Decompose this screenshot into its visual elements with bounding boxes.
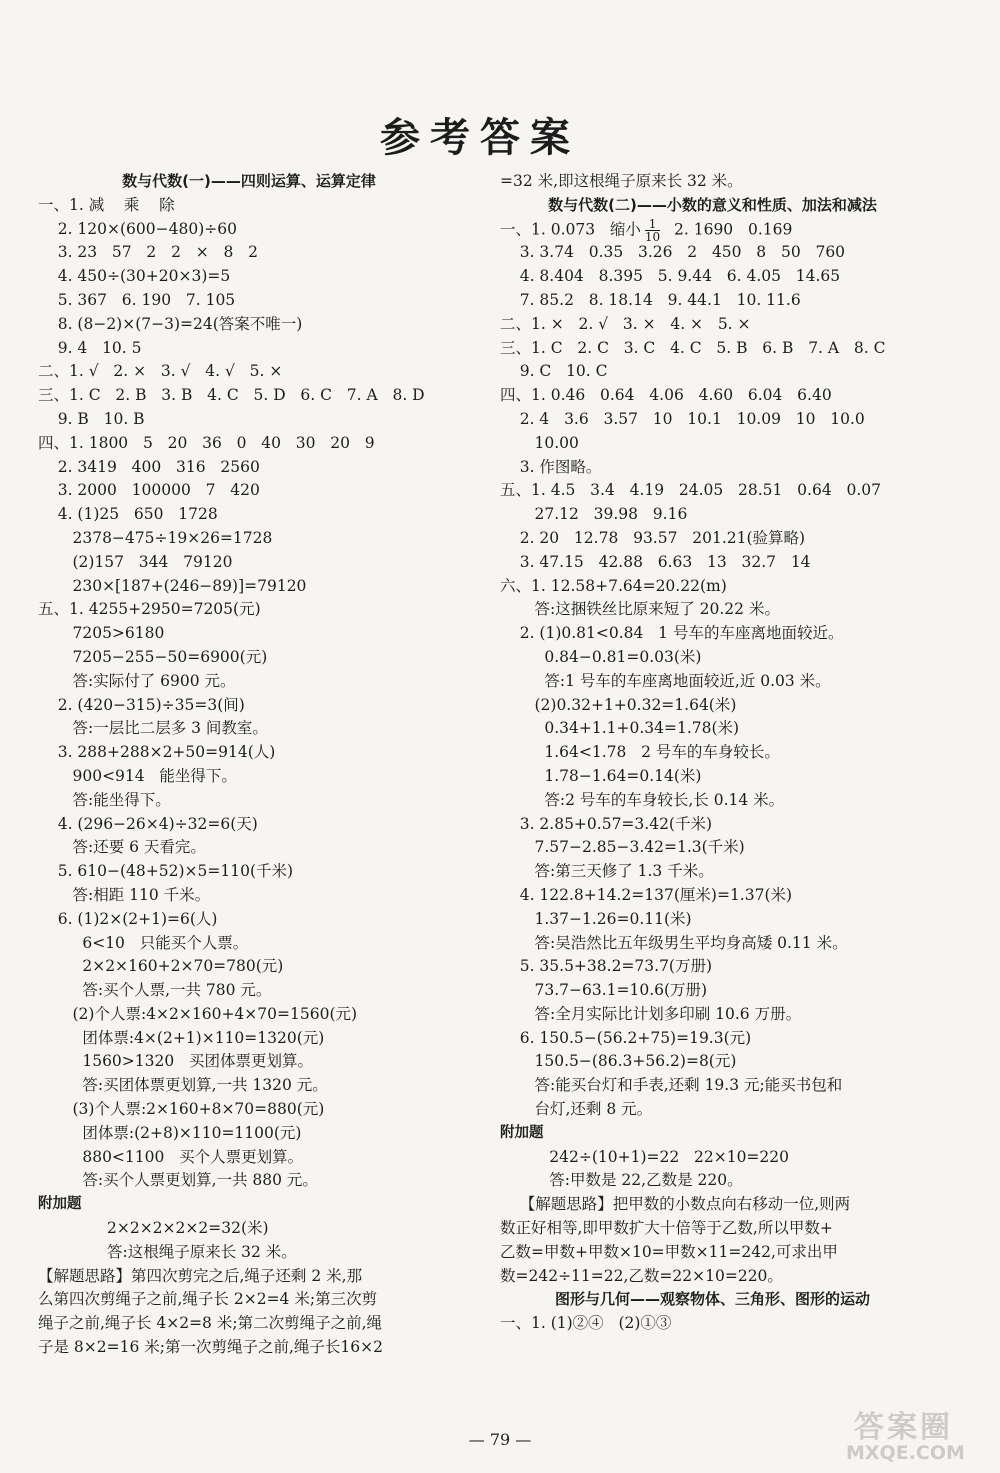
answer-text: 2. 4 3.6 3.57 10 10.1 10.09 10 10.0 xyxy=(500,409,865,428)
answer-text: 答:实际付了 6900 元。 xyxy=(38,671,236,690)
answer-text: 子是 8×2=16 米;第一次剪绳子之前,绳子长16×2 xyxy=(38,1338,383,1357)
answer-text: 6. 150.5−(56.2+75)=19.3(元) xyxy=(500,1028,752,1047)
answer-line xyxy=(500,456,925,480)
answer-line xyxy=(38,765,460,789)
watermark-logo-text: 答案圈 xyxy=(854,1410,953,1445)
answer-line xyxy=(500,503,925,527)
answer-text: 数与代数(二)——小数的意义和性质、加法和减法 xyxy=(548,195,877,214)
answer-text: 4. 450÷(30+20×3)=5 xyxy=(38,267,231,286)
section-heading xyxy=(500,194,925,218)
answer-text: 7205−255−50=6900(元) xyxy=(38,647,268,666)
answer-text: 9. C 10. C xyxy=(500,362,608,381)
answer-line xyxy=(38,694,460,718)
bonus-heading xyxy=(500,1122,925,1146)
answer-line xyxy=(38,860,460,884)
answer-text: 一、1. 0.073 缩小 xyxy=(500,220,641,239)
answer-line xyxy=(38,1288,460,1312)
answer-line xyxy=(500,265,925,289)
answer-text: 四、1. 1800 5 20 36 0 40 30 20 9 xyxy=(38,433,375,452)
answer-line xyxy=(38,789,460,813)
answer-line xyxy=(38,1336,460,1360)
page-number: — 79 — xyxy=(468,1430,532,1449)
answer-line xyxy=(38,1003,460,1027)
answer-line xyxy=(500,527,925,551)
answer-text: 答:能买台灯和手表,还剩 19.3 元;能买书包和 xyxy=(500,1076,843,1095)
answer-text: 四、1. 0.46 0.64 4.06 4.60 6.04 6.40 xyxy=(500,386,832,405)
answer-line xyxy=(500,860,925,884)
answer-line xyxy=(500,313,925,337)
answer-line xyxy=(500,1241,925,1265)
answer-text: 242÷(10+1)=22 22×10=220 xyxy=(500,1147,790,1166)
answer-line xyxy=(38,622,460,646)
answer-line xyxy=(38,1146,460,1170)
fraction-numerator: 1 xyxy=(645,218,660,231)
answer-line xyxy=(500,408,925,432)
answer-line xyxy=(38,194,460,218)
answer-text: 3. 2.85+0.57=3.42(千米) xyxy=(500,814,713,833)
answer-line xyxy=(500,955,925,979)
answer-line xyxy=(500,694,925,718)
answer-line xyxy=(38,979,460,1003)
answer-text: 3. 288+288×2+50=914(人) xyxy=(38,743,276,762)
answer-text: 数=242÷11=22,乙数=22×10=220。 xyxy=(500,1266,783,1285)
answer-line xyxy=(500,646,925,670)
answer-line xyxy=(38,408,460,432)
answer-line xyxy=(38,932,460,956)
answer-text: (2)157 344 79120 xyxy=(38,552,233,571)
answer-text: 3. 23 57 2 2 × 8 2 xyxy=(38,243,258,262)
answer-line xyxy=(500,1050,925,1074)
answer-line xyxy=(500,479,925,503)
answer-text: 五、1. 4255+2950=7205(元) xyxy=(38,600,261,619)
answer-text: 台灯,还剩 8 元。 xyxy=(500,1100,653,1119)
answer-line xyxy=(38,1027,460,1051)
answer-text: 答:能坐得下。 xyxy=(38,790,171,809)
answer-line xyxy=(38,741,460,765)
answer-text: 二、1. √ 2. × 3. √ 4. √ 5. × xyxy=(38,362,283,381)
answer-text: 9. 4 10. 5 xyxy=(38,338,142,357)
answer-text: 数与代数(一)——四则运算、运算定律 xyxy=(122,172,376,190)
answer-text: 6<10 只能买个人票。 xyxy=(38,933,249,952)
answer-text: (3)个人票:2×160+8×70=880(元) xyxy=(38,1100,325,1119)
answer-line xyxy=(500,908,925,932)
answer-line xyxy=(500,1169,925,1193)
answer-text: 答:买个人票更划算,一共 880 元。 xyxy=(38,1171,318,1190)
answer-text: 2. 120×(600−480)÷60 xyxy=(38,219,237,238)
answer-text: 团体票:4×(2+1)×110=1320(元) xyxy=(38,1028,325,1047)
answer-line xyxy=(500,1265,925,1289)
answer-text: 答:还要 6 天看完。 xyxy=(38,838,206,857)
answer-text: 三、1. C 2. C 3. C 4. C 5. B 6. B 7. A 8. C xyxy=(500,338,886,357)
answer-text: 答:甲数是 22,乙数是 220。 xyxy=(500,1171,743,1190)
answer-text: 230×[187+(246−89)]=79120 xyxy=(38,576,307,595)
answer-text: 73.7−63.1=10.6(万册) xyxy=(500,981,708,1000)
answer-line xyxy=(500,1003,925,1027)
answer-line xyxy=(500,670,925,694)
answer-line xyxy=(500,337,925,361)
answer-text: 团体票:(2+8)×110=1100(元) xyxy=(38,1123,302,1142)
answer-text: 1560>1320 买团体票更划算。 xyxy=(38,1052,314,1071)
answer-text: 3. 47.15 42.88 6.63 13 32.7 14 xyxy=(500,552,811,571)
answer-line xyxy=(500,241,925,265)
answer-text: 2×2×160+2×70=780(元) xyxy=(38,957,284,976)
answer-line xyxy=(500,765,925,789)
answer-text: 二、1. × 2. √ 3. × 4. × 5. × xyxy=(500,314,751,333)
answer-line xyxy=(38,598,460,622)
answer-text: 3. 3.74 0.35 3.26 2 450 8 50 760 xyxy=(500,243,846,262)
answer-line xyxy=(500,1146,925,1170)
answer-line xyxy=(500,622,925,646)
answer-line xyxy=(38,575,460,599)
answer-line xyxy=(500,551,925,575)
answer-text: 4. 122.8+14.2=137(厘米)=1.37(米) xyxy=(500,885,793,904)
answer-text: (2)0.32+1+0.32=1.64(米) xyxy=(500,695,737,714)
watermark-logo xyxy=(834,1400,994,1470)
answer-line xyxy=(500,741,925,765)
answer-text: 么第四次剪绳子之前,绳子长 2×2=4 米;第三次剪 xyxy=(38,1290,378,1309)
answer-text: 3. 2000 100000 7 420 xyxy=(38,481,260,500)
answer-line xyxy=(38,1217,460,1241)
answer-text: 5. 35.5+38.2=73.7(万册) xyxy=(500,957,713,976)
answer-text: 0.84−0.81=0.03(米) xyxy=(500,647,702,666)
answer-line xyxy=(38,503,460,527)
answer-text: 880<1100 买个人票更划算。 xyxy=(38,1147,304,1166)
answer-text: 2. (420−315)÷35=3(间) xyxy=(38,695,245,714)
answer-line xyxy=(38,241,460,265)
answer-line xyxy=(500,884,925,908)
answer-text: 1.64<1.78 2 号车的车身较长。 xyxy=(500,743,780,762)
page-title: 参考答案 xyxy=(380,115,580,161)
answer-text: 附加题 xyxy=(500,1124,544,1141)
answer-line xyxy=(38,1074,460,1098)
section-heading xyxy=(38,170,460,194)
answer-line xyxy=(500,1027,925,1051)
answer-line xyxy=(38,218,460,242)
answer-line xyxy=(38,1098,460,1122)
answer-line xyxy=(38,646,460,670)
answer-text: 5. 610−(48+52)×5=110(千米) xyxy=(38,862,294,881)
answer-line xyxy=(38,1122,460,1146)
answer-line xyxy=(500,1074,925,1098)
answer-text: 一、1. 减 乘 除 xyxy=(38,195,175,214)
answer-line xyxy=(38,836,460,860)
section-heading xyxy=(500,1288,925,1312)
answer-text: 答:1 号车的车座离地面较近,近 0.03 米。 xyxy=(500,671,831,690)
answer-line xyxy=(38,527,460,551)
answer-line xyxy=(500,1312,925,1336)
answer-text: 4. (1)25 650 1728 xyxy=(38,505,218,524)
answer-line xyxy=(38,551,460,575)
answer-line xyxy=(500,979,925,1003)
answer-text: 5. 367 6. 190 7. 105 xyxy=(38,290,236,309)
answer-text: 答:一层比二层多 3 间教室。 xyxy=(38,719,268,738)
answer-text: 答:吴浩然比五年级男生平均身高矮 0.11 米。 xyxy=(500,933,848,952)
answer-text: 2×2×2×2×2=32(米) xyxy=(38,1219,269,1238)
answer-line xyxy=(500,789,925,813)
answer-text: 答:这根绳子原来长 32 米。 xyxy=(38,1242,297,1261)
fraction-denominator: 10 xyxy=(644,229,661,244)
answer-line xyxy=(38,479,460,503)
answer-text: 0.34+1.1+0.34=1.78(米) xyxy=(500,719,740,738)
answer-text: 一、1. (1)②④ (2)①③ xyxy=(500,1314,672,1333)
answer-text: (2)个人票:4×2×160+4×70=1560(元) xyxy=(38,1004,358,1023)
answer-text: 绳子之前,绳子长 4×2=8 米;第二次剪绳子之前,绳 xyxy=(38,1314,382,1333)
answer-text: 900<914 能坐得下。 xyxy=(38,766,237,785)
answer-line xyxy=(500,170,925,194)
answer-line xyxy=(500,932,925,956)
answer-line xyxy=(38,337,460,361)
answer-text: 附加题 xyxy=(38,1196,82,1213)
answer-text: 【解题思路】把甲数的小数点向右移动一位,则两 xyxy=(500,1195,851,1214)
answer-line xyxy=(38,384,460,408)
answer-line xyxy=(38,313,460,337)
answer-text: 7. 85.2 8. 18.14 9. 44.1 10. 11.6 xyxy=(500,290,801,309)
answer-line xyxy=(38,813,460,837)
answer-text: 答:全月实际比计划多印刷 10.6 万册。 xyxy=(500,1004,802,1023)
answer-line xyxy=(38,1050,460,1074)
answer-line xyxy=(500,575,925,599)
answer-text: 答:买团体票更划算,一共 1320 元。 xyxy=(38,1076,328,1095)
answer-text: 7.57−2.85−3.42=1.3(千米) xyxy=(500,838,745,857)
answer-line xyxy=(500,813,925,837)
answer-text: 8. (8−2)×(7−3)=24(答案不唯一) xyxy=(38,314,303,333)
answer-text: 3. 作图略。 xyxy=(500,457,602,476)
answer-line xyxy=(38,1169,460,1193)
answer-text: 9. B 10. B xyxy=(38,409,145,428)
answer-text: 150.5−(86.3+56.2)=8(元) xyxy=(500,1052,737,1071)
answer-text: 数正好相等,即甲数扩大十倍等于乙数,所以甲数+ xyxy=(500,1219,833,1238)
answer-text: 图形与几何——观察物体、三角形、图形的运动 xyxy=(554,1290,870,1309)
answer-line xyxy=(38,884,460,908)
answer-line xyxy=(500,836,925,860)
answer-line xyxy=(38,432,460,456)
answer-line xyxy=(500,1217,925,1241)
answer-line xyxy=(38,717,460,741)
answer-line xyxy=(500,218,925,242)
answer-line xyxy=(38,289,460,313)
answer-text: 6. (1)2×(2+1)=6(人) xyxy=(38,909,218,928)
answer-text: 2. (1)0.81<0.84 1 号车的车座离地面较近。 xyxy=(500,624,844,643)
answer-line xyxy=(38,1265,460,1289)
answer-line xyxy=(38,1312,460,1336)
answer-line xyxy=(38,908,460,932)
answer-text: 4. (296−26×4)÷32=6(天) xyxy=(38,814,258,833)
answer-line xyxy=(38,955,460,979)
answer-text: 10.00 xyxy=(500,433,579,452)
left-answer-column xyxy=(38,170,460,1360)
answer-text: 4. 8.404 8.395 5. 9.44 6. 4.05 14.65 xyxy=(500,267,841,286)
answer-text: 答:第三天修了 1.3 千米。 xyxy=(500,862,714,881)
answer-text: 答:相距 110 千米。 xyxy=(38,885,211,904)
answer-text: 1.78−1.64=0.14(米) xyxy=(500,766,702,785)
bonus-heading xyxy=(38,1193,460,1217)
answer-text: 27.12 39.98 9.16 xyxy=(500,505,688,524)
answer-text: 六、1. 12.58+7.64=20.22(m) xyxy=(500,576,727,595)
answer-text-after: 2. 1690 0.169 xyxy=(664,220,793,239)
answer-line xyxy=(38,1241,460,1265)
answer-line xyxy=(500,1193,925,1217)
answer-line xyxy=(500,432,925,456)
right-answer-column xyxy=(500,170,925,1336)
answer-line xyxy=(38,360,460,384)
answer-line xyxy=(500,289,925,313)
answer-text: 三、1. C 2. B 3. B 4. C 5. D 6. C 7. A 8. D xyxy=(38,386,425,405)
answer-text: 【解题思路】第四次剪完之后,绳子还剩 2 米,那 xyxy=(38,1266,363,1285)
answer-line xyxy=(38,265,460,289)
answer-line xyxy=(38,670,460,694)
watermark-url: MXQE.COM xyxy=(846,1442,965,1464)
answer-text: 乙数=甲数+甲数×10=甲数×11=242,可求出甲 xyxy=(500,1242,838,1261)
answer-text: 答:2 号车的车身较长,长 0.14 米。 xyxy=(500,790,785,809)
answer-text: 五、1. 4.5 3.4 4.19 24.05 28.51 0.64 0.07 xyxy=(500,481,881,500)
answer-line xyxy=(500,384,925,408)
answer-text: 答:这捆铁丝比原来短了 20.22 米。 xyxy=(500,600,780,619)
answer-text: 1.37−1.26=0.11(米) xyxy=(500,909,692,928)
answer-line xyxy=(500,717,925,741)
answer-text: 2. 3419 400 316 2560 xyxy=(38,457,260,476)
answer-text: 答:买个人票,一共 780 元。 xyxy=(38,981,272,1000)
answer-text: 2378−475÷19×26=1728 xyxy=(38,528,273,547)
answer-text: 7205>6180 xyxy=(38,624,165,643)
answer-line xyxy=(38,456,460,480)
answer-line xyxy=(500,598,925,622)
answer-line xyxy=(500,1098,925,1122)
answer-text: =32 米,即这根绳子原来长 32 米。 xyxy=(500,172,743,190)
answer-line xyxy=(500,360,925,384)
fraction xyxy=(645,218,660,243)
answer-text: 2. 20 12.78 93.57 201.21(验算略) xyxy=(500,528,806,547)
